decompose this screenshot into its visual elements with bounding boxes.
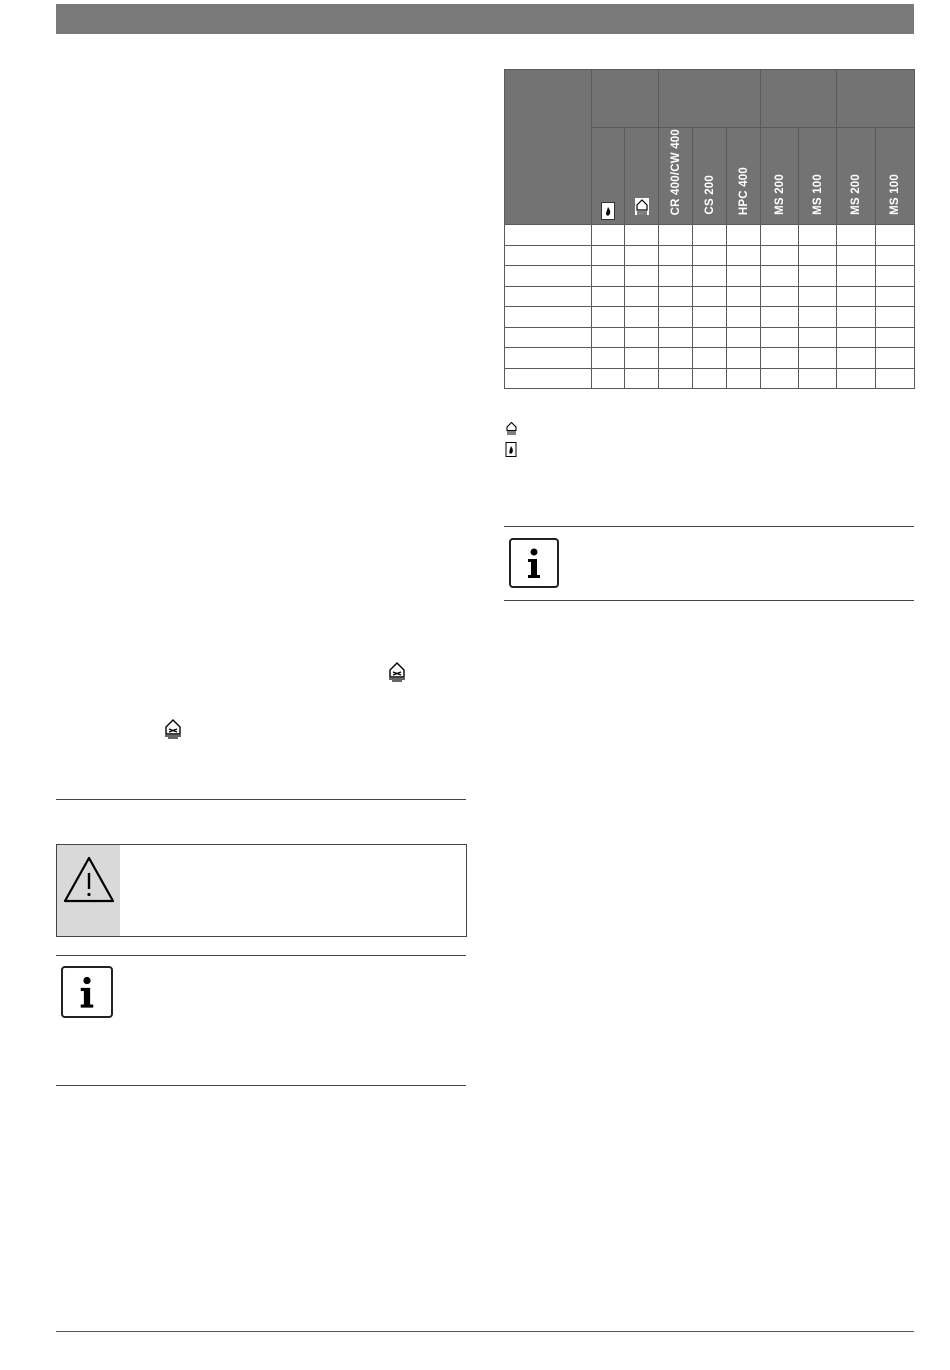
table-cell — [727, 348, 761, 369]
table-cell — [837, 245, 876, 266]
table-cell — [659, 286, 693, 307]
table-cell — [693, 286, 727, 307]
table-cell — [505, 368, 592, 389]
column-header-ms100 — [876, 128, 915, 225]
table-cell — [727, 307, 761, 328]
table-cell — [592, 348, 625, 369]
table-row — [505, 327, 915, 348]
table-group-header — [761, 70, 837, 128]
table-group-header — [837, 70, 915, 128]
table-body — [505, 225, 915, 389]
column-label: MS 200 — [850, 174, 863, 215]
table-cell — [727, 245, 761, 266]
table-cell — [837, 225, 876, 246]
table-cell — [505, 266, 592, 287]
table-cell — [876, 245, 915, 266]
table-cell — [505, 348, 592, 369]
table-cell — [625, 225, 659, 246]
table-header-corner — [505, 70, 592, 225]
divider — [504, 600, 914, 601]
table-cell — [799, 368, 837, 389]
column-label: MS 100 — [889, 174, 902, 215]
table-cell — [625, 245, 659, 266]
table-cell — [761, 327, 799, 348]
table-cell — [592, 266, 625, 287]
table-cell — [505, 225, 592, 246]
footer-rule — [56, 1331, 914, 1332]
table-cell — [592, 245, 625, 266]
table-cell — [505, 286, 592, 307]
table-cell — [592, 368, 625, 389]
table-cell — [592, 225, 625, 246]
table-cell — [837, 327, 876, 348]
table-row — [505, 266, 915, 287]
column-header-cr400 — [659, 128, 693, 225]
table-cell — [625, 266, 659, 287]
table-cell — [659, 266, 693, 287]
table-cell — [837, 266, 876, 287]
table-cell — [837, 307, 876, 328]
table-cell — [799, 225, 837, 246]
table-row — [505, 245, 915, 266]
table-cell — [761, 307, 799, 328]
table-group-header — [592, 70, 659, 128]
table-cell — [727, 266, 761, 287]
table-cell — [693, 327, 727, 348]
info-icon — [61, 966, 113, 1018]
column-header-ms200 — [761, 128, 799, 225]
table-cell — [592, 307, 625, 328]
legend-house-heating-icon — [505, 421, 518, 440]
table-cell — [799, 245, 837, 266]
table-cell — [761, 225, 799, 246]
section-divider — [56, 799, 466, 800]
table-cell — [659, 307, 693, 328]
table-cell — [761, 368, 799, 389]
column-header-flame — [592, 128, 625, 225]
table-cell — [625, 286, 659, 307]
table-cell — [693, 348, 727, 369]
column-header-cs200 — [693, 128, 727, 225]
column-label: MS 100 — [811, 174, 824, 215]
table-cell — [693, 245, 727, 266]
table-cell — [761, 266, 799, 287]
table-cell — [505, 245, 592, 266]
table-cell — [876, 348, 915, 369]
table-cell — [876, 307, 915, 328]
table-row — [505, 225, 915, 246]
table-cell — [837, 286, 876, 307]
column-header-hpc400 — [727, 128, 761, 225]
table-row — [505, 307, 915, 328]
table-cell — [799, 266, 837, 287]
warning-icon-panel — [57, 845, 120, 936]
divider — [56, 1085, 466, 1086]
column-header-house — [625, 128, 659, 225]
table-cell — [625, 307, 659, 328]
table-row — [505, 368, 915, 389]
table-cell — [505, 327, 592, 348]
table-cell — [625, 327, 659, 348]
table-cell — [659, 348, 693, 369]
table-cell — [876, 266, 915, 287]
table-cell — [799, 286, 837, 307]
system-compatibility-table — [504, 69, 915, 389]
table-row — [505, 286, 915, 307]
table-cell — [659, 245, 693, 266]
divider — [504, 526, 914, 527]
table-cell — [505, 307, 592, 328]
column-header-ms200 — [837, 128, 876, 225]
table-cell — [659, 327, 693, 348]
table-cell — [761, 286, 799, 307]
column-header-ms100 — [799, 128, 837, 225]
table-cell — [693, 225, 727, 246]
column-label: CR 400/CW 400 — [669, 128, 682, 215]
column-label: CS 200 — [703, 175, 716, 215]
table-group-header — [659, 70, 761, 128]
legend-flame-icon — [505, 442, 517, 462]
warning-triangle-icon — [61, 853, 117, 909]
table-cell — [727, 225, 761, 246]
table-cell — [761, 245, 799, 266]
table-cell — [693, 307, 727, 328]
table-cell — [693, 368, 727, 389]
table-cell — [876, 368, 915, 389]
table-cell — [837, 368, 876, 389]
flame-icon — [601, 202, 615, 220]
house-heating-icon — [635, 198, 649, 215]
ventilation-icon — [162, 717, 184, 744]
table-cell — [837, 348, 876, 369]
table-cell — [693, 266, 727, 287]
table-cell — [799, 327, 837, 348]
column-label: MS 200 — [773, 174, 786, 215]
table-cell — [799, 348, 837, 369]
table-cell — [592, 286, 625, 307]
table-cell — [727, 368, 761, 389]
header-bar — [56, 4, 914, 34]
divider — [56, 955, 466, 956]
table-cell — [727, 327, 761, 348]
table-cell — [727, 286, 761, 307]
table-cell — [761, 348, 799, 369]
table-cell — [625, 368, 659, 389]
table-cell — [625, 348, 659, 369]
table-cell — [799, 307, 837, 328]
table-cell — [876, 327, 915, 348]
table-cell — [659, 368, 693, 389]
table-cell — [876, 225, 915, 246]
info-icon — [509, 538, 559, 588]
table-cell — [659, 225, 693, 246]
table-cell — [592, 327, 625, 348]
warning-notice — [56, 844, 467, 937]
ventilation-icon — [386, 660, 408, 687]
table-row — [505, 348, 915, 369]
table-cell — [876, 286, 915, 307]
column-label: HPC 400 — [737, 166, 750, 215]
